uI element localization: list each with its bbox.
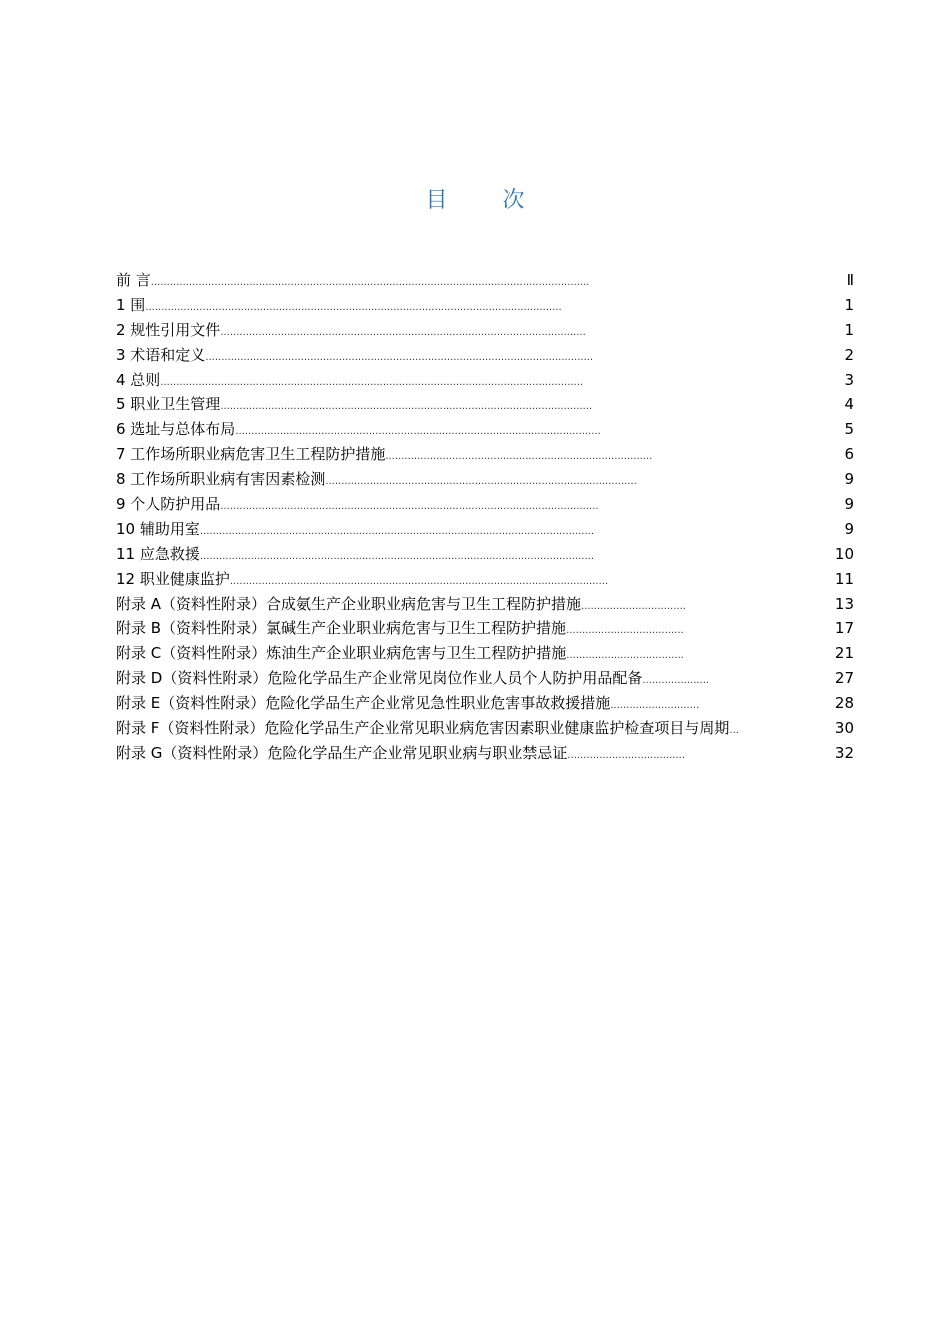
toc-entry[interactable]	[116, 492, 858, 517]
toc-entry-label	[116, 666, 709, 694]
toc-entry[interactable]	[116, 417, 858, 442]
toc-page-number: 5	[844, 420, 854, 439]
toc-entry[interactable]	[116, 691, 858, 716]
toc-entry-label	[116, 492, 599, 520]
toc-page-number: 27	[834, 669, 854, 688]
toc-leader-dots: ..................................................................................................	[325, 476, 637, 488]
toc-entry[interactable]	[116, 741, 858, 766]
toc-entry-text: 附录 E（资料性附录）危险化学品生产企业常见急性职业危害事故救援措施	[116, 694, 611, 713]
toc-entry-label	[116, 517, 594, 545]
toc-entry-label	[116, 691, 699, 719]
toc-page-number: 9	[844, 495, 854, 514]
toc-entry-text: 7 工作场所职业病危害卫生工程防护措施	[116, 445, 386, 464]
toc-entry[interactable]	[116, 616, 858, 641]
toc-page-number: Ⅱ	[846, 271, 854, 289]
toc-page-number: 3	[844, 370, 854, 389]
toc-title: 目 次	[425, 188, 549, 213]
toc-entry-text: 8 工作场所职业病有害因素检测	[116, 470, 326, 489]
toc-leader-dots: .....................................	[566, 650, 684, 662]
toc-page-number: 1	[844, 320, 854, 339]
toc-entry-text: 2 规性引用文件	[116, 320, 221, 339]
toc-entry[interactable]	[116, 592, 858, 617]
table-of-contents	[116, 268, 858, 766]
toc-entry-text: 12 职业健康监护	[116, 569, 230, 588]
toc-entry[interactable]	[116, 392, 858, 417]
toc-leader-dots: ..........................................................................................................................	[205, 351, 594, 363]
toc-leader-dots: .......................................................................................................................	[220, 501, 599, 513]
toc-entry-text: 附录 D（资料性附录）危险化学品生产企业常见岗位作业人员个人防护用品配备	[116, 669, 643, 688]
toc-entry[interactable]	[116, 641, 858, 666]
toc-entry-text: 6 选址与总体布局	[116, 420, 236, 439]
toc-entry-text: 4 总则	[116, 370, 161, 389]
toc-entry[interactable]	[116, 567, 858, 592]
toc-page-number: 6	[844, 445, 854, 464]
toc-page-number: 1	[844, 295, 854, 314]
toc-entry-label	[116, 716, 739, 744]
toc-entry-label	[116, 293, 562, 321]
toc-page-number: 11	[834, 569, 854, 588]
toc-entry-label	[116, 268, 589, 296]
toc-page-number: 28	[834, 694, 854, 713]
toc-entry-text: 附录 G（资料性附录）危险化学品生产企业常见职业病与职业禁忌证	[116, 743, 568, 762]
toc-page-number: 30	[834, 719, 854, 738]
toc-entry-text: 1 围	[116, 295, 146, 314]
toc-leader-dots: ...................................................................................................................................	[145, 301, 562, 313]
toc-entry-label	[116, 641, 684, 669]
toc-page-number: 32	[834, 743, 854, 762]
toc-page-number: 9	[844, 470, 854, 489]
toc-page-number: 9	[844, 519, 854, 538]
toc-entry-label	[116, 368, 583, 396]
toc-leader-dots: .....................................................................................................................	[220, 401, 593, 413]
toc-entry-label	[116, 318, 586, 346]
toc-entry-text: 9 个人防护用品	[116, 495, 221, 514]
toc-entry-text: 附录 C（资料性附录）炼油生产企业职业病危害与卫生工程防护措施	[116, 644, 567, 663]
toc-leader-dots: .....................................................................................................................................	[160, 376, 584, 388]
toc-entry[interactable]	[116, 318, 858, 343]
toc-entry-text: 附录 F（资料性附录）危险化学品生产企业常见职业病危害因素职业健康监护检查项目与周期	[116, 719, 730, 738]
toc-entry-label	[116, 741, 685, 769]
toc-entry[interactable]	[116, 368, 858, 393]
toc-entry-text: 附录 B（资料性附录）氯碱生产企业职业病危害与卫生工程防护措施	[116, 619, 567, 638]
toc-leader-dots: ...................................................................................................................	[235, 426, 601, 438]
toc-entry[interactable]	[116, 666, 858, 691]
toc-leader-dots: ...	[729, 725, 739, 737]
toc-page-number: 4	[844, 395, 854, 414]
toc-entry-label	[116, 467, 637, 495]
toc-entry-label	[116, 616, 684, 644]
toc-page-number: 2	[844, 345, 854, 364]
toc-page-number: 13	[834, 594, 854, 613]
toc-entry[interactable]	[116, 467, 858, 492]
toc-entry[interactable]	[116, 268, 858, 293]
toc-entry[interactable]	[116, 343, 858, 368]
toc-entry-text: 5 职业卫生管理	[116, 395, 221, 414]
toc-entry-label	[116, 567, 608, 595]
toc-leader-dots: ..........................................................................................................................................	[150, 277, 590, 288]
toc-entry-text: 前 言	[116, 271, 151, 289]
toc-page-number: 17	[834, 619, 854, 638]
toc-entry-label	[116, 417, 601, 445]
toc-entry-text: 3 术语和定义	[116, 345, 206, 364]
toc-entry-label	[116, 542, 594, 570]
toc-entry-label	[116, 343, 593, 371]
toc-leader-dots: ............................	[610, 700, 700, 712]
toc-leader-dots: .................................	[581, 600, 686, 612]
toc-leader-dots: ....................................................................................	[385, 451, 653, 463]
toc-leader-dots: .....................	[642, 675, 710, 687]
toc-entry[interactable]	[116, 542, 858, 567]
toc-entry-text: 附录 A（资料性附录）合成氨生产企业职业病危害与卫生工程防护措施	[116, 594, 582, 613]
toc-leader-dots: ............................................................................................................................	[199, 525, 595, 537]
toc-page-number: 21	[834, 644, 854, 663]
toc-page-number: 10	[834, 544, 854, 563]
toc-leader-dots: ............................................................................................................................	[199, 550, 595, 562]
toc-leader-dots: ...................................................................................................................	[220, 326, 586, 338]
toc-entry-text: 11 应急救援	[116, 544, 200, 563]
toc-leader-dots: .....................................	[566, 625, 684, 637]
toc-leader-dots: .......................................................................................................................	[229, 575, 609, 587]
toc-entry-text: 10 辅助用室	[116, 519, 200, 538]
toc-entry-label	[116, 592, 686, 620]
toc-entry[interactable]	[116, 517, 858, 542]
toc-entry-label	[116, 442, 652, 470]
toc-leader-dots: .....................................	[567, 749, 686, 761]
toc-entry[interactable]	[116, 293, 858, 318]
toc-entry-label	[116, 392, 592, 420]
toc-entry[interactable]	[116, 716, 858, 741]
toc-entry[interactable]	[116, 442, 858, 467]
